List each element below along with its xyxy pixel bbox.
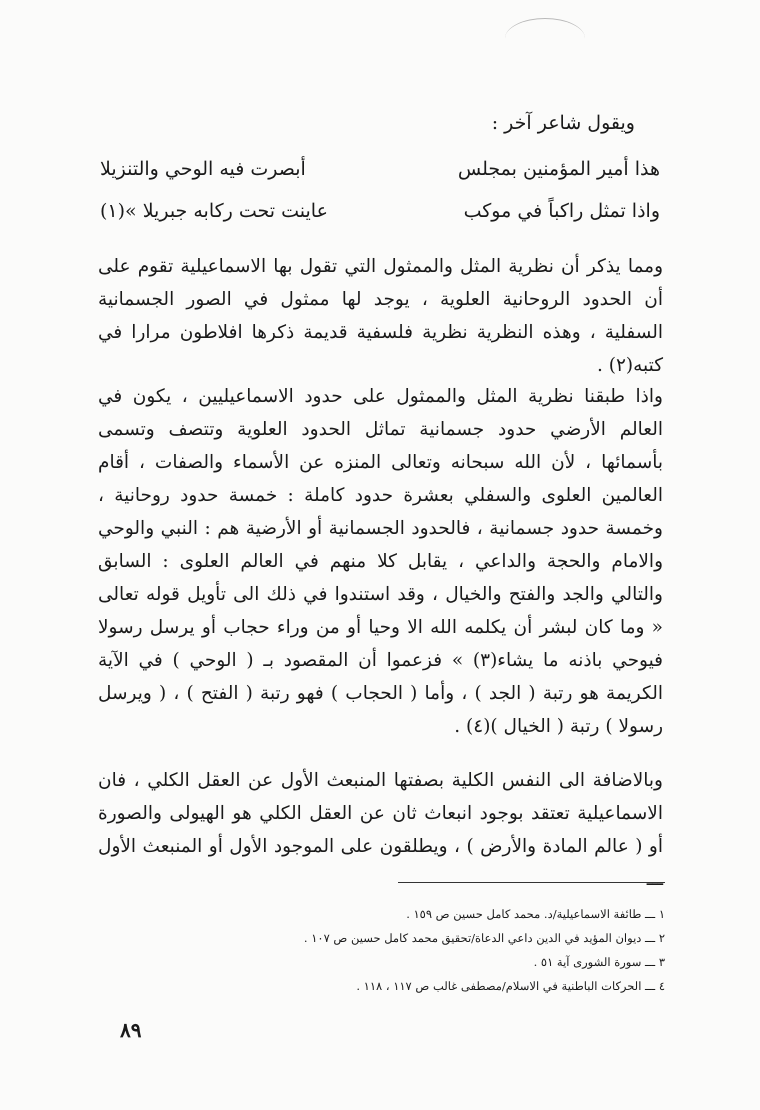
footnote-2: ٢ ـــ ديوان المؤيد في الدين داعي الدعاة/تحقيق محمد كامل حسين ص ١٠٧ . xyxy=(303,931,665,945)
footnote-1: ١ ـــ طائفة الاسماعيلية/د. محمد كامل حسين ص ١٥٩ . xyxy=(406,907,665,921)
paragraph-1: ومما يذكر أن نظرية المثل والممثول التي تقول بها الاسماعيلية تقوم على أن الحدود الروحانية العلوية ، يوجد لها ممثول في الصور الجسمانية السفلية ، وهذه النظرية نظرية فلسفية قديمة ذكرها افلاطون مرارا في كتبه(٢) . xyxy=(98,256,663,376)
paragraph-2: واذا طبقنا نظرية المثل والممثول على حدود الاسماعيليين ، يكون في العالم الأرضي حدود جسمانية تماثل الحدود العلوية وتتصف وتسمى بأسمائها ، لأن الله سبحانه وتعالى المنزه عن الأسماء والصفات ، أقام العالمين العلوى والسفلي بعشرة حدود كاملة : خمسة حدود روحانية ، وخمسة حدود جسمانية ، فالحدود الجسمانية أو الأرضية هم : النبي والوحي والامام والحجة والداعي ، يقابل كلا منهم في العالم العلوى : السابق والتالي والجد والفتح والخيال ، وقد استندوا في ذلك الى تأويل قوله تعالى « وما كان لبشر أن يكلمه الله الا وحيا أو من وراء حجاب أو يرسل رسولا فيوحي باذنه ما يشاء(٣) » فزعموا أن المقصود بـ ( الوحي ) في الآية الكريمة هو رتبة ( الجد ) ، وأما ( الحجاب ) فهو رتبة ( الفتح ) ، ( ويرسل رسولا ) رتبة ( الخيال )(٤) . xyxy=(98,386,663,737)
footnotes xyxy=(160,902,665,998)
footnote-4: ٤ ـــ الحركات الباطنية في الاسلام/مصطفى غالب ص ١١٧ ، ١١٨ . xyxy=(356,979,665,993)
page-number: ٨٩ xyxy=(120,1018,142,1042)
footnote-divider xyxy=(398,882,665,883)
verse-2-first-hemistich: واذا تمثل راكباً في موكب xyxy=(463,200,660,222)
verse-1-first-hemistich: هذا أمير المؤمنين بمجلس xyxy=(457,158,660,180)
verse-1-second-hemistich: أبصرت فيه الوحي والتنزيلا xyxy=(100,158,306,180)
poem-intro: ويقول شاعر آخر : xyxy=(491,112,635,134)
verse-2-second-hemistich: عاينت تحت ركابه جبريلا »(١) xyxy=(100,200,328,222)
paragraph-3: وبالاضافة الى النفس الكلية بصفتها المنبعث الأول عن العقل الكلي ، فان الاسماعيلية تعتقد بوجود انبعاث ثان عن العقل الكلي هو الهيولى والصورة أو ( عالم المادة والأرض ) ، ويطلقون على الموجود الأول أو المنبعث الأول ـــ xyxy=(98,770,663,890)
footnote-3: ٣ ـــ سورة الشورى آية ٥١ . xyxy=(533,955,665,969)
scan-corner-mark xyxy=(505,18,585,59)
